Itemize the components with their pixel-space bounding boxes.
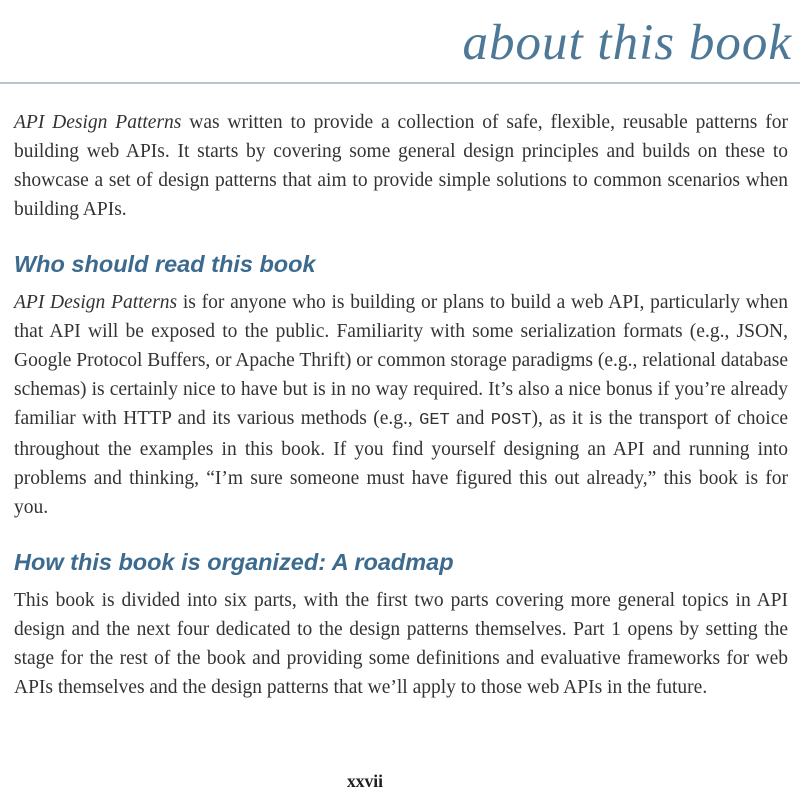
page-title: about this book (462, 15, 792, 71)
body-text: ), as it is the transport of choice throughout the examples in this book. If you find yourself designing an API and running into problems and thinking, “I’m sure someone must have figured this out already,” this book is for you. (14, 408, 789, 518)
page-content (0, 108, 800, 702)
page-number: xxvii (347, 771, 383, 791)
intro-paragraph (14, 108, 788, 224)
book-name-italic: API Design Patterns (14, 112, 182, 133)
code-post: POST (490, 411, 532, 430)
heading-who-should-read: Who should read this book (14, 251, 316, 277)
book-name-italic: API Design Patterns (14, 292, 178, 313)
body-text: is for anyone who is building or plans to build a web API, particularly when that API will be exposed to the public. Familiarity with some serialization formats (e.g., JSON, Google Protocol Buffers, or Apache Thrift) or common storage paradigms (e.g., relational database schemas) is certainly nice to have but is in no way required. It’s also a nice bonus if you’re already familiar with HTTP and its various methods (e.g., (14, 292, 788, 429)
who-should-read-paragraph (14, 288, 788, 522)
intro-text: was written to provide a collection of safe, flexible, reusable patterns for building web APIs. It starts by covering some general design principles and builds on these to showcase a set of design patterns that aim to provide simple solutions to common scenarios when building APIs. (14, 112, 788, 220)
heading-how-organized: How this book is organized: A roadmap (14, 549, 454, 575)
body-text: This book is divided into six parts, with the first two parts covering more general topics in API design and the next four dedicated to the design patterns themselves. Part 1 opens by setting the stage for the rest of the book and providing some definitions and evaluative frameworks for web APIs themselves and the design patterns that we’ll apply to those web APIs in the future. (14, 590, 788, 698)
roadmap-paragraph (14, 586, 788, 702)
masthead (0, 0, 800, 84)
code-get: GET (419, 411, 450, 430)
body-text: and (449, 408, 491, 429)
